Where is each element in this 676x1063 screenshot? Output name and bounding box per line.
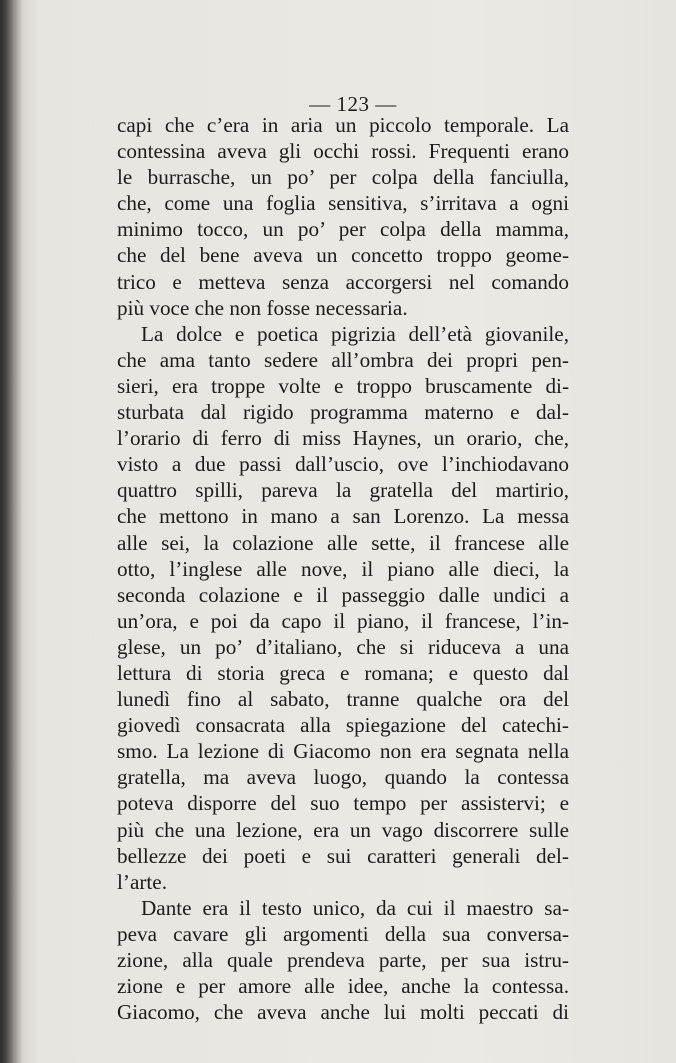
text-line: più che una lezione, era un vago discorrere sulle [117,817,569,842]
text-line: seconda colazione e il passeggio dalle undici a [117,582,569,607]
text-line: glese, un po’ d’italiano, che si riduceva a una [117,634,569,659]
text-line: l’arte. [117,869,167,894]
text-line: che del bene aveva un concetto troppo geome- [117,243,569,268]
text-line: La dolce e poetica pigrizia dell’età giovanile, [141,321,569,346]
text-line: zione e per amore alle idee, anche la contessa. [117,974,569,999]
text-line: sturbata dal rigido programma materno e dal- [117,400,569,425]
text-line: gratella, ma aveva luogo, quando la contessa [117,765,569,790]
text-line: zione, alla quale prendeva parte, per sua istru- [117,948,569,972]
text-line: trico e metteva senza accorgersi nel comando [117,269,569,294]
page-number: — 123 — [309,92,397,116]
text-line: quattro spilli, pareva la gratella del martirio, [117,478,569,503]
text-line: giovedì consacrata alla spiegazione del catechi- [117,713,569,738]
text-line: otto, l’inglese alle nove, il piano alle dieci, la [117,556,569,581]
text-line: Giacomo, che aveva anche lui molti peccati di [117,1000,569,1025]
text-line: poteva disporre del suo tempo per assistervi; e [117,791,569,816]
text-line: capi che c’era in aria un piccolo temporale. La [117,113,569,137]
text-line: minimo tocco, un po’ per colpa della mamma, [117,217,569,242]
text-line: un’ora, e poi da capo il piano, il francese, l’in- [117,608,569,633]
text-line: lettura di storia greca e romana; e questo dal [117,660,569,685]
text-line: smo. La lezione di Giacomo non era segnata nella [117,739,569,764]
text-line: più voce che non fosse necessaria. [117,295,408,320]
text-line: che, come una foglia sensitiva, s’irritava a ogni [117,191,569,216]
text-line: che mettono in mano a san Lorenzo. La messa [117,504,569,529]
text-line: peva cavare gli argomenti della sua conversa- [117,921,569,946]
text-line: visto a due passi dall’uscio, ove l’inchiodavano [117,452,569,477]
body-text [117,112,569,1025]
text-line: sieri, era troppe volte e troppo bruscamente di- [117,373,569,398]
text-line: l’orario di ferro di miss Haynes, un orario, che, [117,426,569,451]
text-line: che ama tanto sedere all’ombra dei propri pen- [117,347,569,372]
text-line: Dante era il testo unico, da cui il maestro sa- [141,895,569,920]
text-line: alle sei, la colazione alle sette, il francese alle [117,530,569,555]
text-line: le burrasche, un po’ per colpa della fanciulla, [117,165,569,190]
text-line: contessina aveva gli occhi rossi. Frequenti erano [117,139,569,164]
text-line: lunedì fino al sabato, tranne qualche ora del [117,687,569,712]
binding-shadow [0,0,22,1063]
text-line: bellezze dei poeti e sui caratteri generali del- [117,843,569,868]
